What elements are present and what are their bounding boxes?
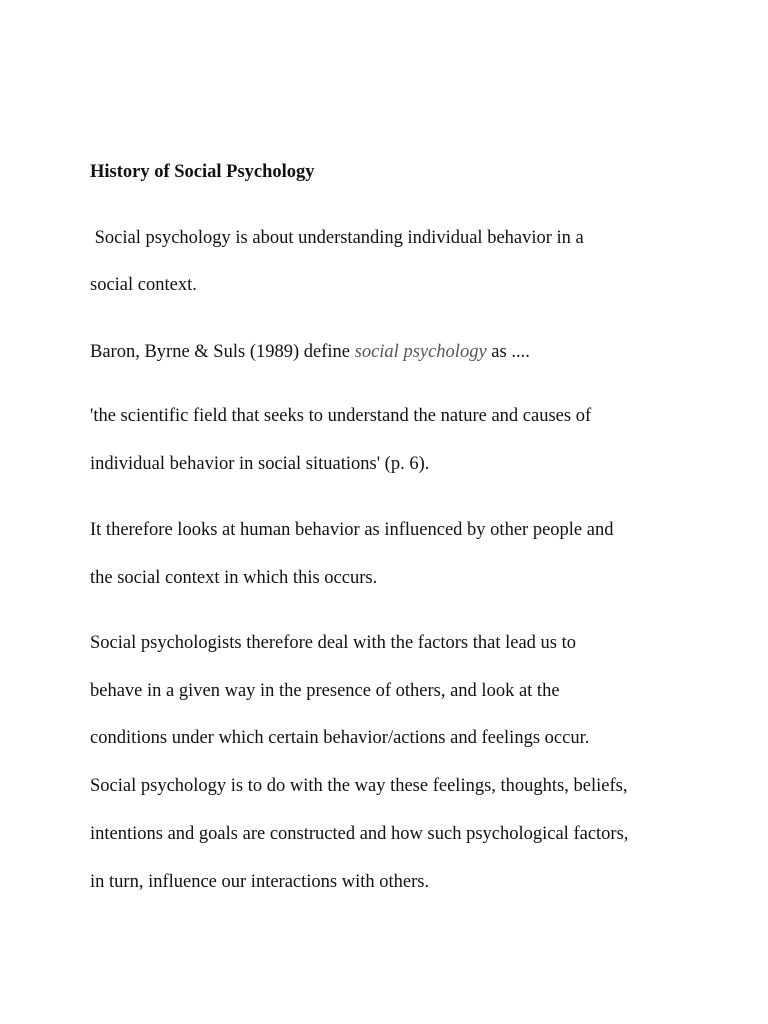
- paragraph-5-line-1: Social psychologists therefore deal with the factors that lead us to: [90, 633, 577, 653]
- paragraph-2-before: Baron, Byrne & Suls (1989) define: [90, 342, 355, 362]
- paragraph-5-line-5: intentions and goals are constructed and how such psychological factors,: [90, 824, 629, 844]
- quote-line-1: 'the scientific field that seeks to understand the nature and causes of: [90, 406, 592, 426]
- paragraph-2: [90, 341, 530, 363]
- paragraph-1-line-1: Social psychology is about understanding individual behavior in a: [90, 228, 584, 248]
- paragraph-1-line-2: social context.: [90, 275, 197, 295]
- paragraph-4-line-1: It therefore looks at human behavior as influenced by other people and: [90, 520, 614, 540]
- document-title: History of Social Psychology: [90, 162, 315, 182]
- paragraph-4-line-2: the social context in which this occurs.: [90, 568, 378, 588]
- paragraph-5-line-3: conditions under which certain behavior/actions and feelings occur.: [90, 728, 590, 748]
- paragraph-5-line-6: in turn, influence our interactions with others.: [90, 872, 430, 892]
- paragraph-2-after: as ....: [486, 342, 530, 362]
- defined-term: social psychology: [354, 342, 487, 362]
- paragraph-5-line-2: behave in a given way in the presence of others, and look at the: [90, 681, 560, 701]
- quote-line-2: individual behavior in social situations' (p. 6).: [90, 454, 430, 474]
- paragraph-5-line-4: Social psychology is to do with the way these feelings, thoughts, beliefs,: [90, 776, 628, 796]
